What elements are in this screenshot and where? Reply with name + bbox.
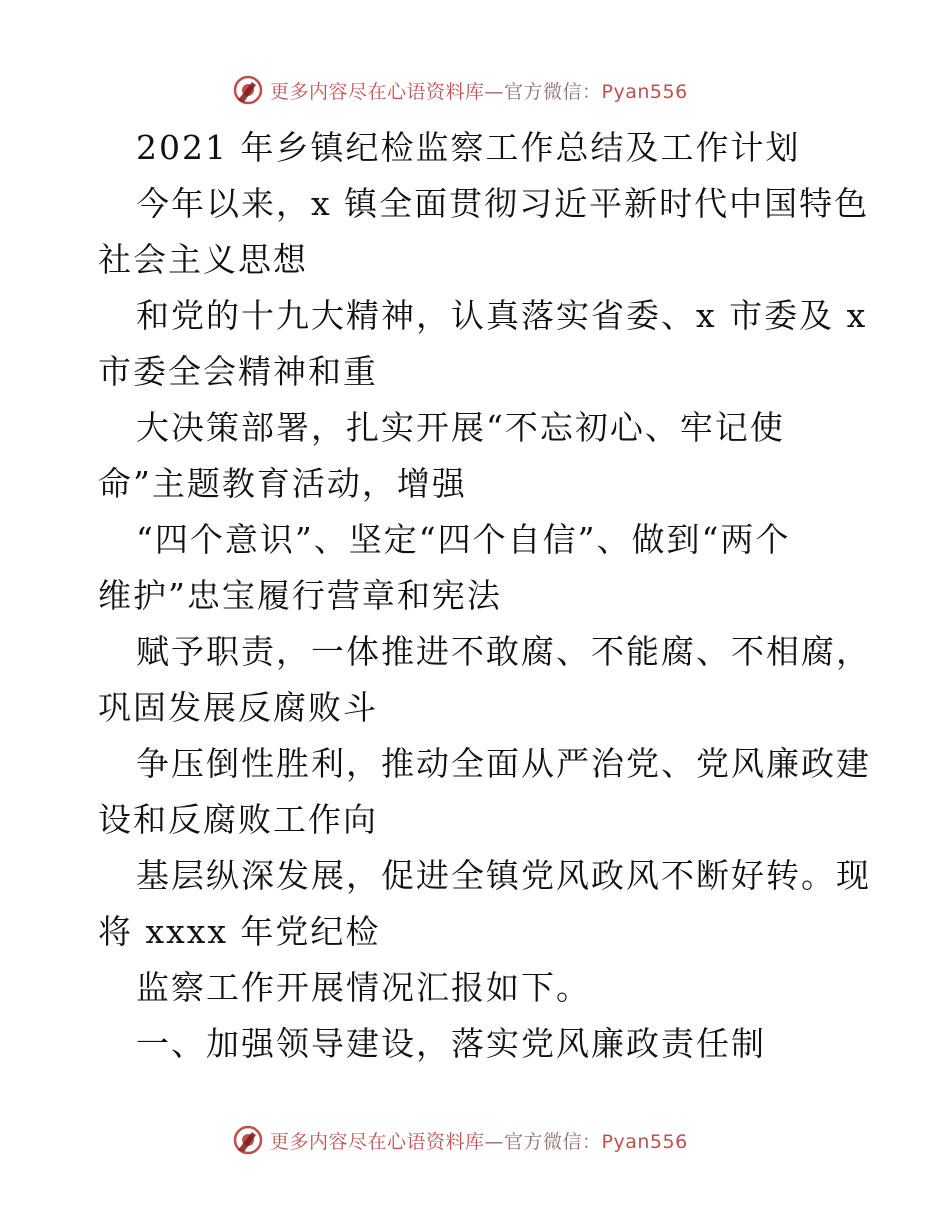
paragraph-line: 今年以来，x 镇全面贯彻习近平新时代中国特色 <box>136 184 870 223</box>
paragraph-line: 争压倒性胜利，推动全面从严治党、党风廉政建 <box>136 744 871 783</box>
paragraph-line: 监察工作开展情况汇报如下。 <box>136 968 591 1007</box>
paragraph-line: 设和反腐败工作向 <box>98 800 378 839</box>
paragraph-line: 巩固发展反腐败斗 <box>98 688 378 727</box>
paragraph-line: 市委全会精神和重 <box>98 352 378 391</box>
paragraph-line: 赋予职责，一体推进不敢腐、不能腐、不相腐， <box>136 632 871 671</box>
header-watermark <box>232 70 688 110</box>
document-body <box>98 120 871 1072</box>
paragraph-line: “四个意识”、坚定“四个自信”、做到“两个 <box>136 520 791 559</box>
brand-logo-icon <box>232 1124 264 1156</box>
section-heading: 一、加强领导建设，落实党风廉政责任制 <box>136 1024 766 1063</box>
paragraph-line: 维护”忠宝履行营章和宪法 <box>98 576 502 615</box>
document-title: 2021 年乡镇纪检监察工作总结及工作计划 <box>136 128 801 167</box>
watermark-text: 更多内容尽在心语资料库—官方微信：Pyan556 <box>270 80 688 103</box>
paragraph-line: 社会主义思想 <box>98 240 308 279</box>
paragraph-line: 将 xxxx 年党纪检 <box>98 912 381 951</box>
paragraph-line: 大决策部署，扎实开展“不忘初心、牢记使 <box>136 408 785 447</box>
watermark-text: 更多内容尽在心语资料库—官方微信：Pyan556 <box>270 1130 688 1153</box>
footer-watermark <box>232 1120 688 1160</box>
paragraph-line: 基层纵深发展，促进全镇党风政风不断好转。现 <box>136 856 871 895</box>
brand-logo-icon <box>232 74 264 106</box>
paragraph-line: 命”主题教育活动，增强 <box>98 464 467 503</box>
paragraph-line: 和党的十九大精神，认真落实省委、x 市委及 x <box>136 296 868 335</box>
